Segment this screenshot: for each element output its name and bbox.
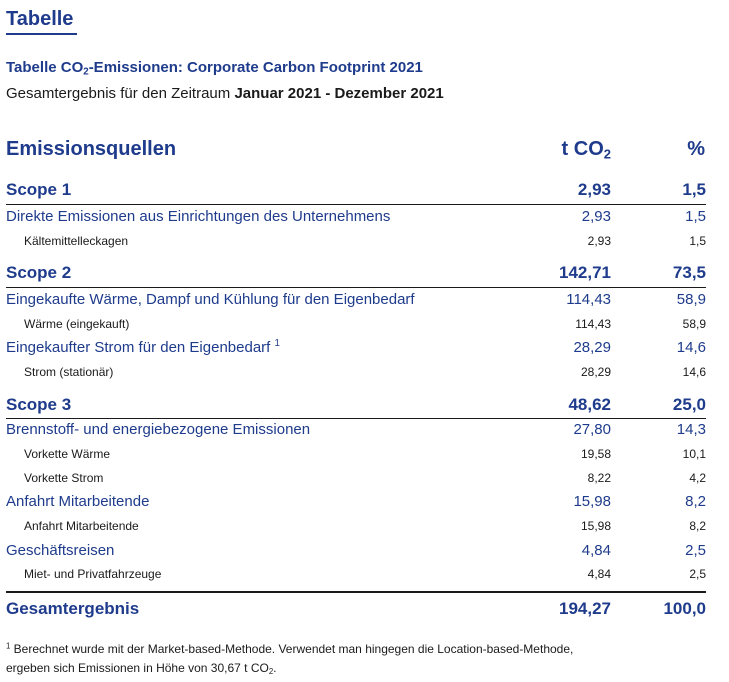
- row-subcategory: Wärme (eingekauft) 114,43 58,9: [24, 317, 706, 331]
- period-line: Gesamtergebnis für den Zeitraum Januar 2021 - Dezember 2021: [6, 85, 444, 102]
- row-category: Anfahrt Mitarbeitende 15,98 8,2: [6, 493, 706, 510]
- period-value: Januar 2021 - Dezember 2021: [234, 85, 444, 102]
- row-category: Direkte Emissionen aus Einrichtungen des Unternehmens 2,93 1,5: [6, 208, 706, 225]
- row-subcategory: Vorkette Wärme 19,58 10,1: [24, 447, 706, 461]
- table-heading: Tabelle $CO_2$-Emissionen: Corporate Carbon Footprint 2021: [6, 59, 423, 78]
- divider: [6, 287, 706, 288]
- row-total: Gesamtergebnis 194,27 100,0: [6, 599, 706, 618]
- header-emission-sources: Emissionsquellen: [6, 138, 177, 160]
- divider: [6, 418, 706, 419]
- row-category: Eingekaufte Wärme, Dampf und Kühlung für den Eigenbedarf 114,43 58,9: [6, 291, 706, 308]
- footnote: $^1$ Berechnet wurde mit der Market-based-Methode. Verwendet man hingegen die Location-based-Methode, ergeben sich Emissionen in Höhe von 30,67 t $CO_2$.: [6, 641, 574, 676]
- divider: [6, 204, 706, 205]
- row-category: Eingekaufter Strom für den Eigenbedarf $^1$ 28,29 14,6: [6, 338, 706, 356]
- tab-underline: [6, 33, 77, 35]
- row-scope-2: Scope 2 142,71 73,5: [6, 263, 706, 282]
- row-subcategory: Kältemittelleckagen 2,93 1,5: [24, 234, 706, 248]
- row-scope-3: Scope 3 48,62 25,0: [6, 395, 706, 414]
- row-scope-1: Scope 1 2,93 1,5: [6, 180, 706, 199]
- footnote-marker: 1: [274, 338, 280, 350]
- row-subcategory: Anfahrt Mitarbeitende 15,98 8,2: [24, 519, 706, 533]
- row-subcategory: Strom (stationär) 28,29 14,6: [24, 365, 706, 379]
- row-subcategory: Miet- und Privatfahrzeuge 4,84 2,5: [24, 567, 706, 581]
- header-percent: %: [687, 138, 705, 160]
- row-category: Geschäftsreisen 4,84 2,5: [6, 542, 706, 559]
- header-tco2: t $CO_2$: [561, 138, 611, 162]
- page-tab-title: Tabelle: [6, 8, 74, 30]
- total-divider: [6, 591, 706, 593]
- row-category: Brennstoff- und energiebezogene Emissionen 27,80 14,3: [6, 421, 706, 438]
- row-subcategory: Vorkette Strom 8,22 4,2: [24, 471, 706, 485]
